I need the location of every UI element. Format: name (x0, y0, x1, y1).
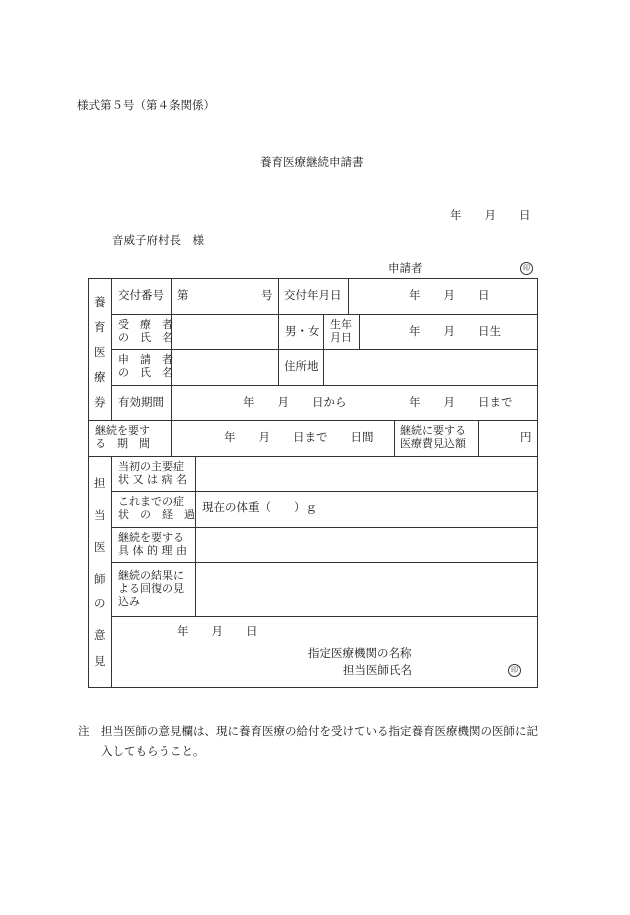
row-divider (111, 616, 538, 617)
birth-date-value: 年 月 日生 (409, 324, 501, 338)
period-divider (171, 420, 172, 456)
row-divider (88, 420, 538, 421)
issue-date-divider (348, 278, 349, 314)
section-divider (111, 278, 112, 420)
row-divider (111, 491, 538, 492)
birth-divider (359, 314, 360, 349)
row-divider (111, 562, 538, 563)
institution-label: 指定医療機関の名称 (308, 646, 412, 660)
row-divider (111, 349, 538, 350)
table-border-bottom (88, 687, 538, 688)
doctor-section-char: 師 (94, 572, 106, 586)
table-border-left (88, 278, 89, 688)
recipient-label-line1: 受 療 者 (118, 318, 173, 331)
issue-number-prefix: 第 (177, 288, 189, 302)
form-title: 養育医療継続申請書 (260, 155, 364, 169)
sex-options: 男・女 (285, 324, 320, 338)
period-value: 年 月 日まで 日間 (224, 430, 374, 444)
applicant-seal-icon: 印 (520, 262, 533, 275)
birth-label-line1: 生年 (330, 318, 352, 331)
recipient-label-line2: の 氏 名 (118, 331, 173, 344)
voucher-section-char: 養 (94, 295, 106, 309)
validity-to: 年 月 日まで (409, 395, 513, 409)
address-label: 住所地 (284, 359, 319, 373)
row-divider (111, 385, 538, 386)
address-divider (323, 349, 324, 385)
note-line1: 注 担当医師の意見欄は、現に養育医療の給付を受けている指定養育医療機関の医師に記 (78, 724, 538, 738)
addressee: 音威子府村長 様 (112, 233, 204, 247)
voucher-section-char: 医 (94, 345, 106, 359)
progress-label-line2: 状 の 経 過 (118, 508, 195, 521)
doctor-label-divider (195, 456, 196, 616)
validity-from: 年 月 日から (243, 395, 347, 409)
doctor-seal-icon: 印 (508, 664, 521, 677)
cost-unit: 円 (520, 430, 532, 444)
birth-label-line2: 月日 (330, 331, 352, 344)
value-column-divider (278, 278, 279, 385)
doctor-section-char: 医 (94, 540, 106, 554)
applicant-label: 申請者 (388, 261, 423, 275)
submission-date: 年 月 日 (450, 208, 531, 222)
doctor-section-char: 意 (94, 628, 106, 642)
current-weight: 現在の体重（ ）ｇ (202, 500, 317, 514)
initial-symptoms-label-line2: 状 又 は 病 名 (118, 473, 187, 486)
voucher-section-char: 券 (94, 395, 106, 409)
cost-label-line2: 医療費見込額 (400, 437, 466, 450)
outlook-label-line1: 継続の結果に (118, 569, 184, 582)
form-number: 様式第５号（第４条関係） (77, 98, 215, 112)
outlook-label-line3: 込み (118, 595, 140, 608)
doctor-section-char: 担 (94, 476, 106, 490)
row-divider (88, 456, 538, 457)
doctor-section-char: の (94, 596, 106, 610)
issue-date-value: 年 月 日 (409, 288, 490, 302)
reason-label-line2: 具 体 的 理 由 (118, 544, 187, 557)
row-divider (111, 314, 538, 315)
label-column-divider (171, 278, 172, 420)
cost-label-line1: 継続に要する (400, 424, 466, 437)
issue-number-suffix: 号 (261, 288, 273, 302)
section-divider (111, 456, 112, 687)
reason-label-line1: 継続を要する (118, 531, 184, 544)
issue-date-label: 交付年月日 (284, 288, 342, 302)
sex-divider (323, 314, 324, 349)
applicant-name-label-line1: 申 請 者 (118, 353, 173, 366)
progress-label-line1: これまでの症 (118, 495, 184, 508)
outlook-label-line2: よる回復の見 (118, 582, 184, 595)
row-divider (111, 527, 538, 528)
voucher-section-char: 育 (94, 320, 106, 334)
opinion-date: 年 月 日 (177, 624, 258, 638)
cost-label-divider (394, 420, 395, 456)
validity-label: 有効期間 (118, 395, 164, 409)
table-border-right (537, 278, 538, 688)
initial-symptoms-label-line1: 当初の主要症 (118, 460, 184, 473)
voucher-section-char: 療 (94, 370, 106, 384)
note-line2: 入してもらうこと。 (101, 744, 205, 758)
period-label-line1: 継続を要す (95, 424, 150, 437)
doctor-name-label: 担当医師氏名 (343, 663, 412, 677)
doctor-section-char: 当 (94, 508, 106, 522)
doctor-section-char: 見 (94, 654, 106, 668)
table-border-top (88, 278, 538, 279)
applicant-name-label-line2: の 氏 名 (118, 366, 173, 379)
issue-number-label: 交付番号 (118, 288, 164, 302)
period-label-line2: る 期 間 (95, 437, 150, 450)
cost-value-divider (478, 420, 479, 456)
